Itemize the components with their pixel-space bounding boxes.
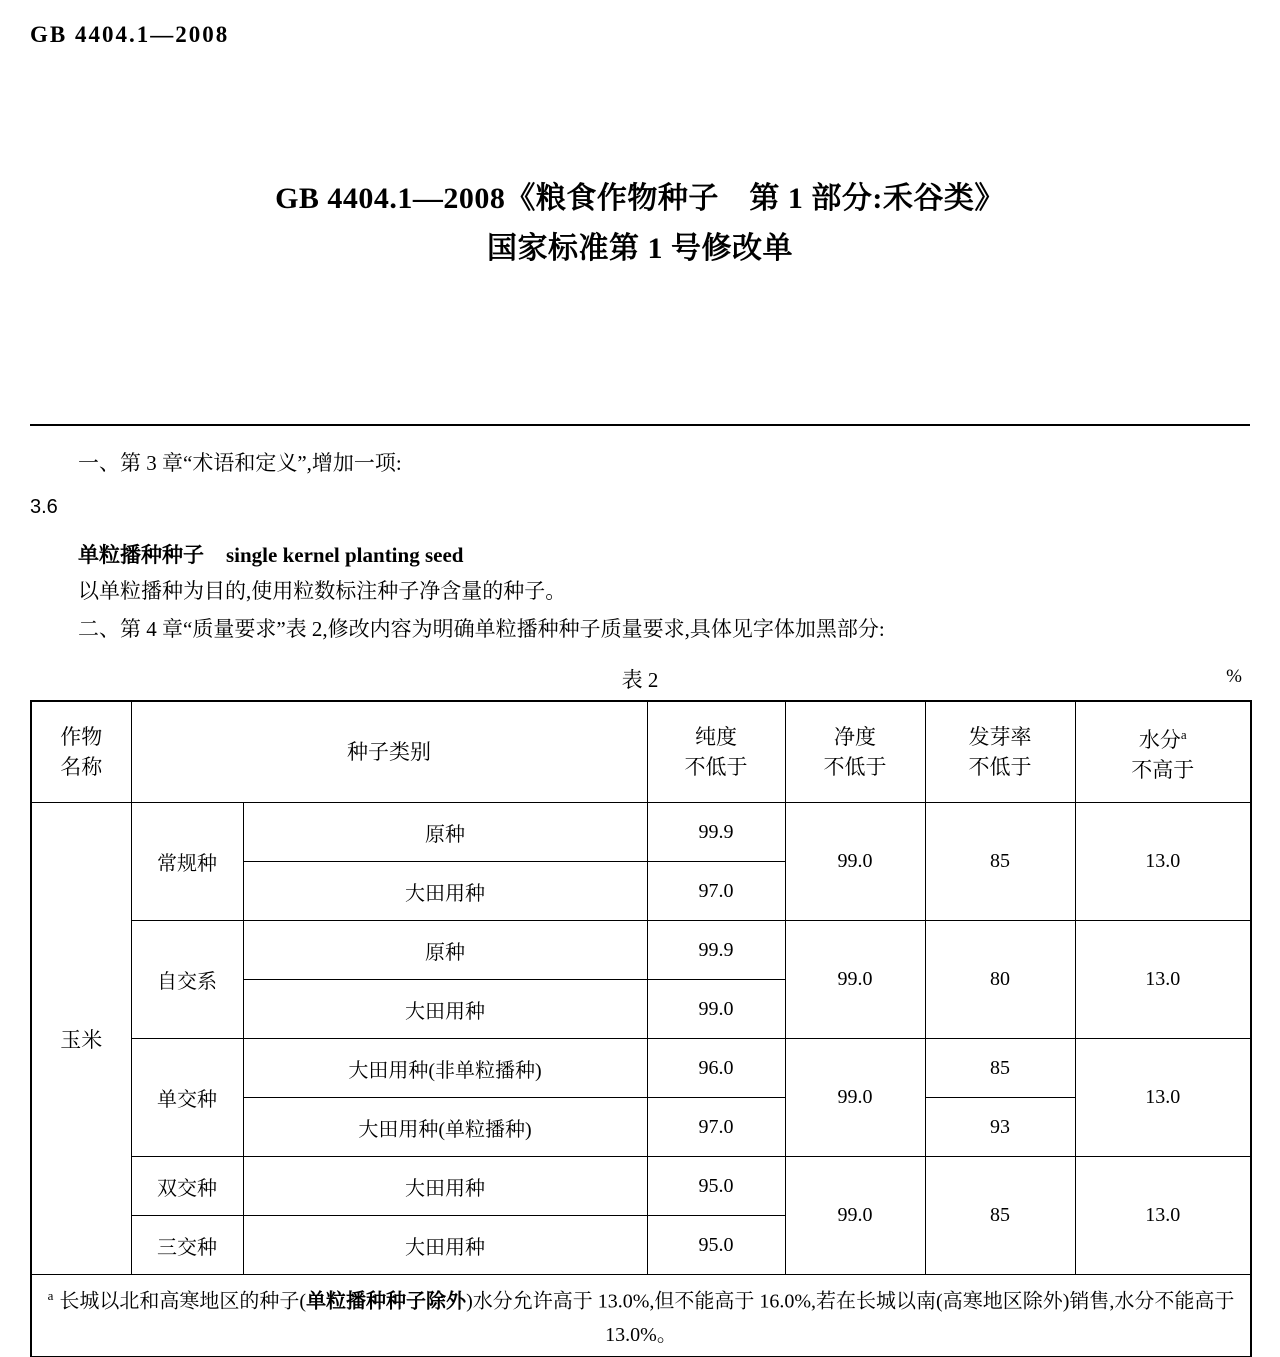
- cell-kind: 双交种: [131, 1157, 243, 1216]
- table-row: [31, 1039, 1251, 1098]
- header-cleanliness: 净度 不低于: [785, 701, 925, 803]
- table-header-row: [31, 701, 1251, 803]
- cell-cleanliness: 99.0: [785, 1039, 925, 1157]
- table-unit-label: %: [1226, 666, 1242, 687]
- horizontal-divider: [30, 424, 1250, 426]
- cell-type: 大田用种: [243, 1216, 647, 1275]
- document-title: [0, 178, 1280, 272]
- cell-purity: 95.0: [647, 1216, 785, 1275]
- cell-kind: 自交系: [131, 921, 243, 1039]
- cell-cleanliness: 99.0: [785, 803, 925, 921]
- cell-type: 大田用种(非单粒播种): [243, 1039, 647, 1098]
- cell-kind: 常规种: [131, 803, 243, 921]
- table-footnote-row: [31, 1275, 1251, 1357]
- title-line-1: GB 4404.1—2008《粮食作物种子 第 1 部分:禾谷类》: [275, 182, 1005, 215]
- table-caption: 表 2: [621, 668, 659, 692]
- seed-quality-table: [30, 700, 1252, 1357]
- amendment-item-one: 一、第 3 章“术语和定义”,增加一项:: [78, 451, 402, 475]
- table-caption-row: [30, 664, 1250, 694]
- cell-type: 大田用种: [243, 862, 647, 921]
- footnote-marker: a: [47, 1288, 54, 1303]
- cell-moisture: 13.0: [1075, 1157, 1251, 1275]
- cell-type: 大田用种: [243, 1157, 647, 1216]
- cell-type: 大田用种: [243, 980, 647, 1039]
- cell-germination: 93: [925, 1098, 1075, 1157]
- header-germination: 发芽率 不低于: [925, 701, 1075, 803]
- footnote-text-part2: )水分允许高于 13.0%,但不能高于 16.0%,若在长城以南(高寒地区除外)销售,水分不能高于 13.0%。: [466, 1290, 1235, 1346]
- cell-purity: 99.0: [647, 980, 785, 1039]
- cell-moisture: 13.0: [1075, 803, 1251, 921]
- clause-number: 3.6: [30, 496, 58, 518]
- cell-type: 原种: [243, 921, 647, 980]
- footnote-marker-header: a: [1180, 726, 1187, 742]
- cell-purity: 97.0: [647, 1098, 785, 1157]
- footnote-text-bold: 单粒播种种子除外: [306, 1290, 467, 1313]
- header-crop-name: 作物 名称: [31, 701, 131, 803]
- cell-germination: 80: [925, 921, 1075, 1039]
- cell-type: 大田用种(单粒播种): [243, 1098, 647, 1157]
- cell-kind: 单交种: [131, 1039, 243, 1157]
- term-english: single kernel planting seed: [226, 543, 464, 567]
- cell-cleanliness: 99.0: [785, 1157, 925, 1275]
- cell-purity: 96.0: [647, 1039, 785, 1098]
- cell-purity: 97.0: [647, 862, 785, 921]
- amendment-item-two: 二、第 4 章“质量要求”表 2,修改内容为明确单粒播种种子质量要求,具体见字体加黑部分:: [78, 617, 885, 641]
- header-seed-category: 种子类别: [131, 701, 647, 803]
- body-text: [30, 445, 1250, 647]
- cell-moisture: 13.0: [1075, 921, 1251, 1039]
- header-purity: 纯度 不低于: [647, 701, 785, 803]
- cell-purity: 99.9: [647, 921, 785, 980]
- cell-purity: 95.0: [647, 1157, 785, 1216]
- cell-type: 原种: [243, 803, 647, 862]
- cell-germination: 85: [925, 1157, 1075, 1275]
- cell-germination: 85: [925, 803, 1075, 921]
- title-line-2: 国家标准第 1 号修改单: [487, 232, 793, 265]
- cell-purity: 99.9: [647, 803, 785, 862]
- cell-germination: 85: [925, 1039, 1075, 1098]
- table-footnote: [31, 1275, 1251, 1357]
- table-row: [31, 803, 1251, 862]
- term-definition: 以单粒播种为目的,使用粒数标注种子净含量的种子。: [78, 579, 567, 603]
- term-line: [30, 537, 1250, 573]
- cell-moisture: 13.0: [1075, 1039, 1251, 1157]
- standard-code-header: GB 4404.1—2008: [30, 22, 230, 47]
- term-chinese: 单粒播种种子: [78, 543, 204, 567]
- cell-crop-name: 玉米: [31, 803, 131, 1275]
- header-moisture: 水分$^a$ 不高于: [1075, 701, 1251, 803]
- spec-table-wrapper: [30, 700, 1250, 1357]
- cell-kind: 三交种: [131, 1216, 243, 1275]
- footnote-text-part1: 长城以北和高寒地区的种子(: [59, 1290, 307, 1313]
- table-row: [31, 1157, 1251, 1216]
- cell-cleanliness: 99.0: [785, 921, 925, 1039]
- table-row: [31, 921, 1251, 980]
